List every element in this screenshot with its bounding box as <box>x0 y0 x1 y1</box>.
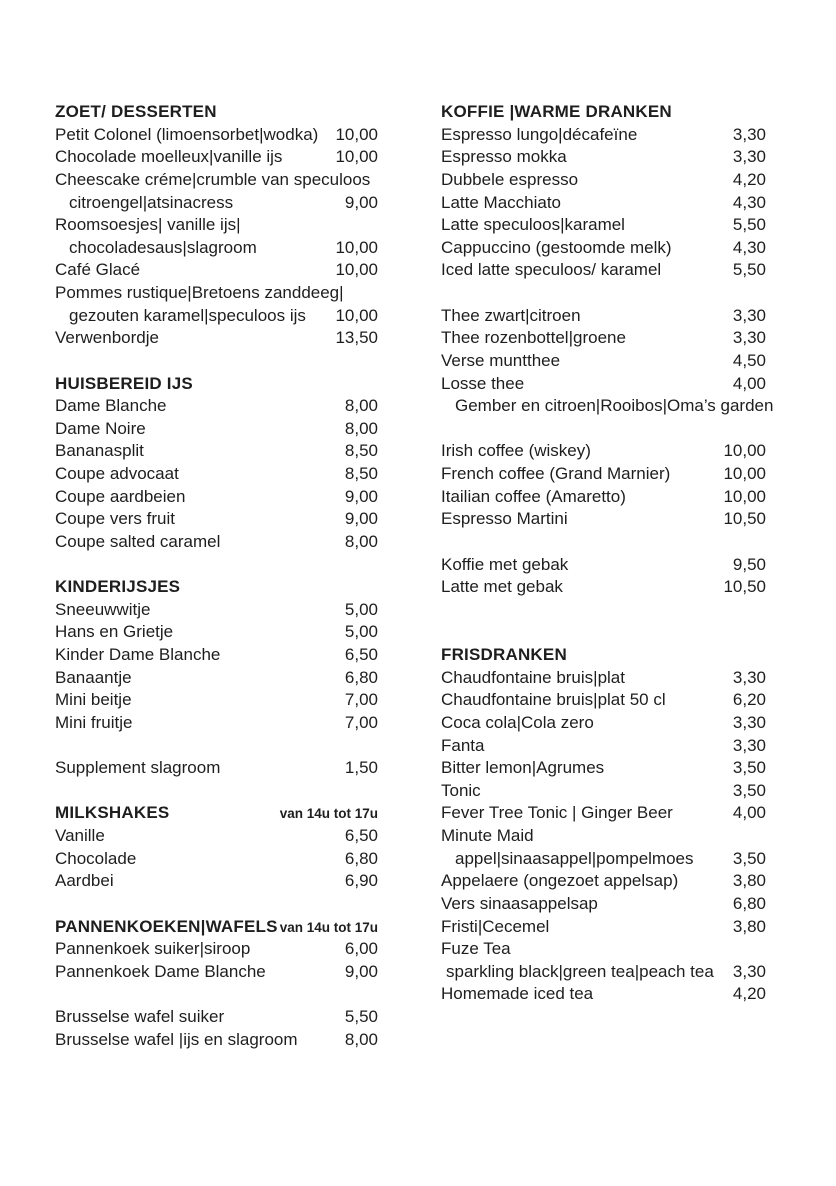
item-price: 10,00 <box>335 124 378 144</box>
section-header-row <box>55 916 378 939</box>
item-price: 3,80 <box>732 916 766 936</box>
item-name: Café Glacé <box>55 260 141 280</box>
item-price: 6,50 <box>344 826 378 845</box>
item-price: 6,20 <box>732 690 766 710</box>
menu-item-row <box>441 350 766 373</box>
menu-item-row <box>441 848 766 871</box>
item-name: Bananasplit <box>55 441 144 461</box>
item-price: 8,00 <box>344 418 378 438</box>
menu-item-row <box>55 644 378 667</box>
menu-item-row <box>441 463 766 486</box>
item-name: Appelaere (ongezoet appelsap) <box>441 871 679 891</box>
menu-item-row <box>55 712 378 735</box>
section-header-row <box>55 802 378 825</box>
menu-item-row <box>55 463 378 486</box>
item-price: 4,50 <box>732 350 766 370</box>
menu-item-row <box>441 735 766 758</box>
item-price: 8,00 <box>344 1029 378 1049</box>
menu-item-row <box>441 916 766 939</box>
item-name: citroengel|atsinacress <box>69 192 234 212</box>
section-header-row <box>55 576 378 599</box>
menu-item-row <box>441 554 766 577</box>
item-price: 4,00 <box>732 373 766 393</box>
item-price: 3,50 <box>732 780 766 800</box>
item-price: 6,80 <box>344 667 378 687</box>
menu-item-row <box>55 870 378 893</box>
item-name: Coupe aardbeien <box>55 486 186 506</box>
menu-item-row <box>441 961 766 984</box>
item-price: 9,00 <box>344 486 378 506</box>
item-price: 3,80 <box>732 871 766 891</box>
spacer-row <box>55 893 378 916</box>
item-name: Roomsoesjes| vanille ijs| <box>55 215 241 235</box>
item-price: 4,20 <box>732 984 766 1004</box>
item-name: Homemade iced tea <box>441 984 594 1004</box>
menu-item-row <box>55 440 378 463</box>
menu-item-row <box>55 237 378 260</box>
item-name: appel|sinaasappel|pompelmoes <box>455 848 694 868</box>
spacer-row <box>441 418 766 441</box>
section-time-note: van 14u tot 17u <box>279 919 378 935</box>
item-name: Irish coffee (wiskey) <box>441 441 591 461</box>
item-price: 1,50 <box>344 758 378 778</box>
item-price: 8,50 <box>344 441 378 461</box>
item-name: Coupe vers fruit <box>55 509 175 529</box>
item-name: Cheescake créme|crumble van speculoos <box>55 169 371 189</box>
menu-item-row <box>55 305 378 328</box>
section-title: HUISBEREID IJS <box>55 373 193 393</box>
spacer-row <box>55 983 378 1006</box>
menu-item-row <box>55 169 378 192</box>
menu-item-row <box>441 757 766 780</box>
section-title: ZOET/ DESSERTEN <box>55 102 217 121</box>
spacer-row <box>441 599 766 622</box>
section-title: FRISDRANKEN <box>441 645 567 664</box>
item-name: Brusselse wafel suiker <box>55 1007 225 1026</box>
menu-item-row <box>55 848 378 871</box>
item-price: 3,30 <box>732 667 766 687</box>
menu-item-row <box>55 508 378 531</box>
menu-item-row <box>441 395 774 418</box>
menu-item-row <box>55 757 378 780</box>
item-name: Tonic <box>441 780 481 800</box>
item-name: Chaudfontaine bruis|plat <box>441 667 625 687</box>
item-name: Gember en citroen|Rooibos|Oma’s garden <box>455 396 774 416</box>
item-price: 8,00 <box>344 531 378 551</box>
item-price: 5,50 <box>732 215 766 235</box>
item-name: Espresso lungo|décafeïne <box>441 124 638 144</box>
menu-item-row <box>441 146 766 169</box>
spacer-row <box>441 621 766 644</box>
item-price: 3,30 <box>732 305 766 325</box>
item-name: Verse muntthee <box>441 350 561 370</box>
item-name: Itailian coffee (Amaretto) <box>441 486 626 506</box>
item-price: 6,90 <box>344 871 378 891</box>
menu-item-row <box>55 689 378 712</box>
item-price: 4,30 <box>732 192 766 212</box>
spacer-row <box>55 554 378 577</box>
item-price: 3,30 <box>732 147 766 167</box>
item-price: 10,00 <box>335 305 378 325</box>
item-name: Thee rozenbottel|groene <box>441 328 626 348</box>
item-price: 6,50 <box>344 645 378 664</box>
item-name: Vanille <box>55 826 105 845</box>
item-name: Iced latte speculoos/ karamel <box>441 260 662 280</box>
menu-item-row <box>55 667 378 690</box>
menu-item-row <box>441 893 766 916</box>
item-price: 9,00 <box>344 961 378 981</box>
spacer-row <box>55 350 378 373</box>
menu-item-row <box>441 689 766 712</box>
item-price: 9,00 <box>344 192 378 212</box>
item-price: 5,50 <box>344 1007 378 1026</box>
item-name: Hans en Grietje <box>55 622 174 642</box>
menu-item-row <box>55 192 378 215</box>
item-name: French coffee (Grand Marnier) <box>441 464 671 483</box>
item-name: Dame Noire <box>55 418 146 438</box>
item-name: Latte Macchiato <box>441 192 562 212</box>
menu-item-row <box>55 259 378 282</box>
item-name: Dubbele espresso <box>441 169 579 189</box>
item-name: Coupe salted caramel <box>55 531 221 551</box>
menu-item-row <box>441 440 766 463</box>
item-name: Chaudfontaine bruis|plat 50 cl <box>441 690 666 710</box>
section-title: MILKSHAKES <box>55 803 170 823</box>
spacer-row <box>441 531 766 554</box>
menu-item-row <box>55 486 378 509</box>
item-price: 4,20 <box>732 169 766 189</box>
item-name: Espresso Martini <box>441 509 568 529</box>
item-name: Pannenkoek Dame Blanche <box>55 961 266 981</box>
menu-item-row <box>55 621 378 644</box>
item-price: 6,00 <box>344 939 378 959</box>
menu-item-row <box>55 531 378 554</box>
item-name: Mini beitje <box>55 690 132 710</box>
menu-item-row <box>441 576 766 599</box>
menu-item-row <box>55 1029 378 1052</box>
item-name: sparkling black|green tea|peach tea <box>446 961 714 981</box>
menu-item-row <box>441 712 766 735</box>
item-name: Aardbei <box>55 871 114 891</box>
menu-item-row <box>441 780 766 803</box>
item-price: 10,00 <box>723 464 766 483</box>
item-price: 3,50 <box>732 758 766 778</box>
item-price: 3,30 <box>732 328 766 348</box>
item-name: Espresso mokka <box>441 147 567 167</box>
menu-item-row <box>441 327 766 350</box>
item-price: 10,50 <box>723 577 766 597</box>
section-title: KOFFIE |WARME DRANKEN <box>441 102 672 121</box>
item-name: chocoladesaus|slagroom <box>69 237 257 257</box>
item-price: 9,50 <box>732 554 766 574</box>
section-header-row <box>55 101 378 124</box>
item-price: 10,00 <box>335 147 378 167</box>
menu-column-left <box>55 101 378 1051</box>
item-name: Dame Blanche <box>55 396 167 416</box>
item-price: 8,50 <box>344 464 378 483</box>
menu-item-row <box>441 486 766 509</box>
item-price: 8,00 <box>344 396 378 416</box>
section-header-row <box>55 373 378 396</box>
item-price: 3,30 <box>732 735 766 755</box>
section-header-row <box>441 644 766 667</box>
menu-item-row <box>441 259 766 282</box>
menu-item-row <box>441 192 766 215</box>
item-name: gezouten karamel|speculoos ijs <box>69 305 306 325</box>
menu-column-right <box>441 101 774 1006</box>
menu-item-row <box>55 146 378 169</box>
item-name: Latte met gebak <box>441 577 563 597</box>
spacer-row <box>55 780 378 803</box>
item-price: 10,00 <box>335 260 378 280</box>
item-price: 3,50 <box>732 848 766 868</box>
menu-item-row <box>441 169 766 192</box>
item-name: Banaantje <box>55 667 132 687</box>
item-price: 3,30 <box>732 961 766 981</box>
item-price: 5,50 <box>732 260 766 280</box>
item-price: 3,30 <box>732 712 766 732</box>
item-name: Supplement slagroom <box>55 758 221 778</box>
menu-item-row <box>441 214 766 237</box>
item-price: 10,00 <box>335 237 378 257</box>
item-name: Mini fruitje <box>55 712 133 732</box>
menu-item-row <box>55 418 378 441</box>
item-price: 6,80 <box>732 893 766 913</box>
item-price: 7,00 <box>344 712 378 732</box>
menu-item-row <box>55 961 378 984</box>
menu-item-row <box>441 870 766 893</box>
item-price: 9,00 <box>344 509 378 529</box>
item-name: Coupe advocaat <box>55 464 179 483</box>
item-name: Cappuccino (gestoomde melk) <box>441 237 672 257</box>
item-name: Fever Tree Tonic | Ginger Beer <box>441 803 673 823</box>
menu-item-row <box>441 667 766 690</box>
menu-item-row <box>55 395 378 418</box>
menu-item-row <box>55 282 378 305</box>
section-title: PANNENKOEKEN|WAFELS <box>55 916 278 936</box>
item-price: 7,00 <box>344 690 378 710</box>
spacer-row <box>441 282 766 305</box>
menu-item-row <box>441 373 766 396</box>
menu-item-row <box>441 237 766 260</box>
item-name: Chocolade moelleux|vanille ijs <box>55 147 283 167</box>
item-name: Verwenbordje <box>55 328 159 348</box>
item-price: 6,80 <box>344 848 378 868</box>
item-name: Petit Colonel (limoensorbet|wodka) <box>55 124 319 144</box>
item-name: Pannenkoek suiker|siroop <box>55 939 251 959</box>
item-name: Bitter lemon|Agrumes <box>441 758 605 778</box>
item-name: Koffie met gebak <box>441 554 569 574</box>
item-name: Losse thee <box>441 373 525 393</box>
item-name: Minute Maid <box>441 826 534 845</box>
menu-item-row <box>55 825 378 848</box>
menu-item-row <box>55 1006 378 1029</box>
item-price: 10,50 <box>723 509 766 529</box>
item-name: Sneeuwwitje <box>55 599 151 619</box>
menu-item-row <box>441 983 766 1006</box>
menu-item-row <box>55 938 378 961</box>
menu-item-row <box>55 214 378 237</box>
menu-item-row <box>441 124 766 147</box>
item-name: Vers sinaasappelsap <box>441 893 598 913</box>
spacer-row <box>55 735 378 758</box>
menu-item-row <box>441 508 766 531</box>
item-price: 4,00 <box>732 803 766 823</box>
item-name: Coca cola|Cola zero <box>441 712 594 732</box>
menu-item-row <box>441 305 766 328</box>
item-price: 3,30 <box>732 124 766 144</box>
item-name: Chocolade <box>55 848 137 868</box>
item-name: Thee zwart|citroen <box>441 305 581 325</box>
item-price: 10,00 <box>723 441 766 461</box>
menu-item-row <box>441 938 766 961</box>
item-name: Latte speculoos|karamel <box>441 215 625 235</box>
section-time-note: van 14u tot 17u <box>279 806 378 822</box>
item-price: 4,30 <box>732 237 766 257</box>
item-name: Brusselse wafel |ijs en slagroom <box>55 1029 298 1049</box>
menu-item-row <box>441 825 766 848</box>
menu-item-row <box>55 124 378 147</box>
item-price: 13,50 <box>335 328 378 348</box>
item-name: Pommes rustique|Bretoens zanddeeg| <box>55 283 344 302</box>
menu-item-row <box>55 327 378 350</box>
menu-item-row <box>441 802 766 825</box>
item-price: 5,00 <box>344 622 378 642</box>
section-header-row <box>441 101 766 124</box>
item-name: Fristi|Cecemel <box>441 916 550 936</box>
section-title: KINDERIJSJES <box>55 577 181 597</box>
item-name: Fuze Tea <box>441 939 511 959</box>
menu-item-row <box>55 599 378 622</box>
item-price: 10,00 <box>723 486 766 506</box>
item-price: 5,00 <box>344 599 378 619</box>
item-name: Kinder Dame Blanche <box>55 645 221 664</box>
item-name: Fanta <box>441 735 485 755</box>
